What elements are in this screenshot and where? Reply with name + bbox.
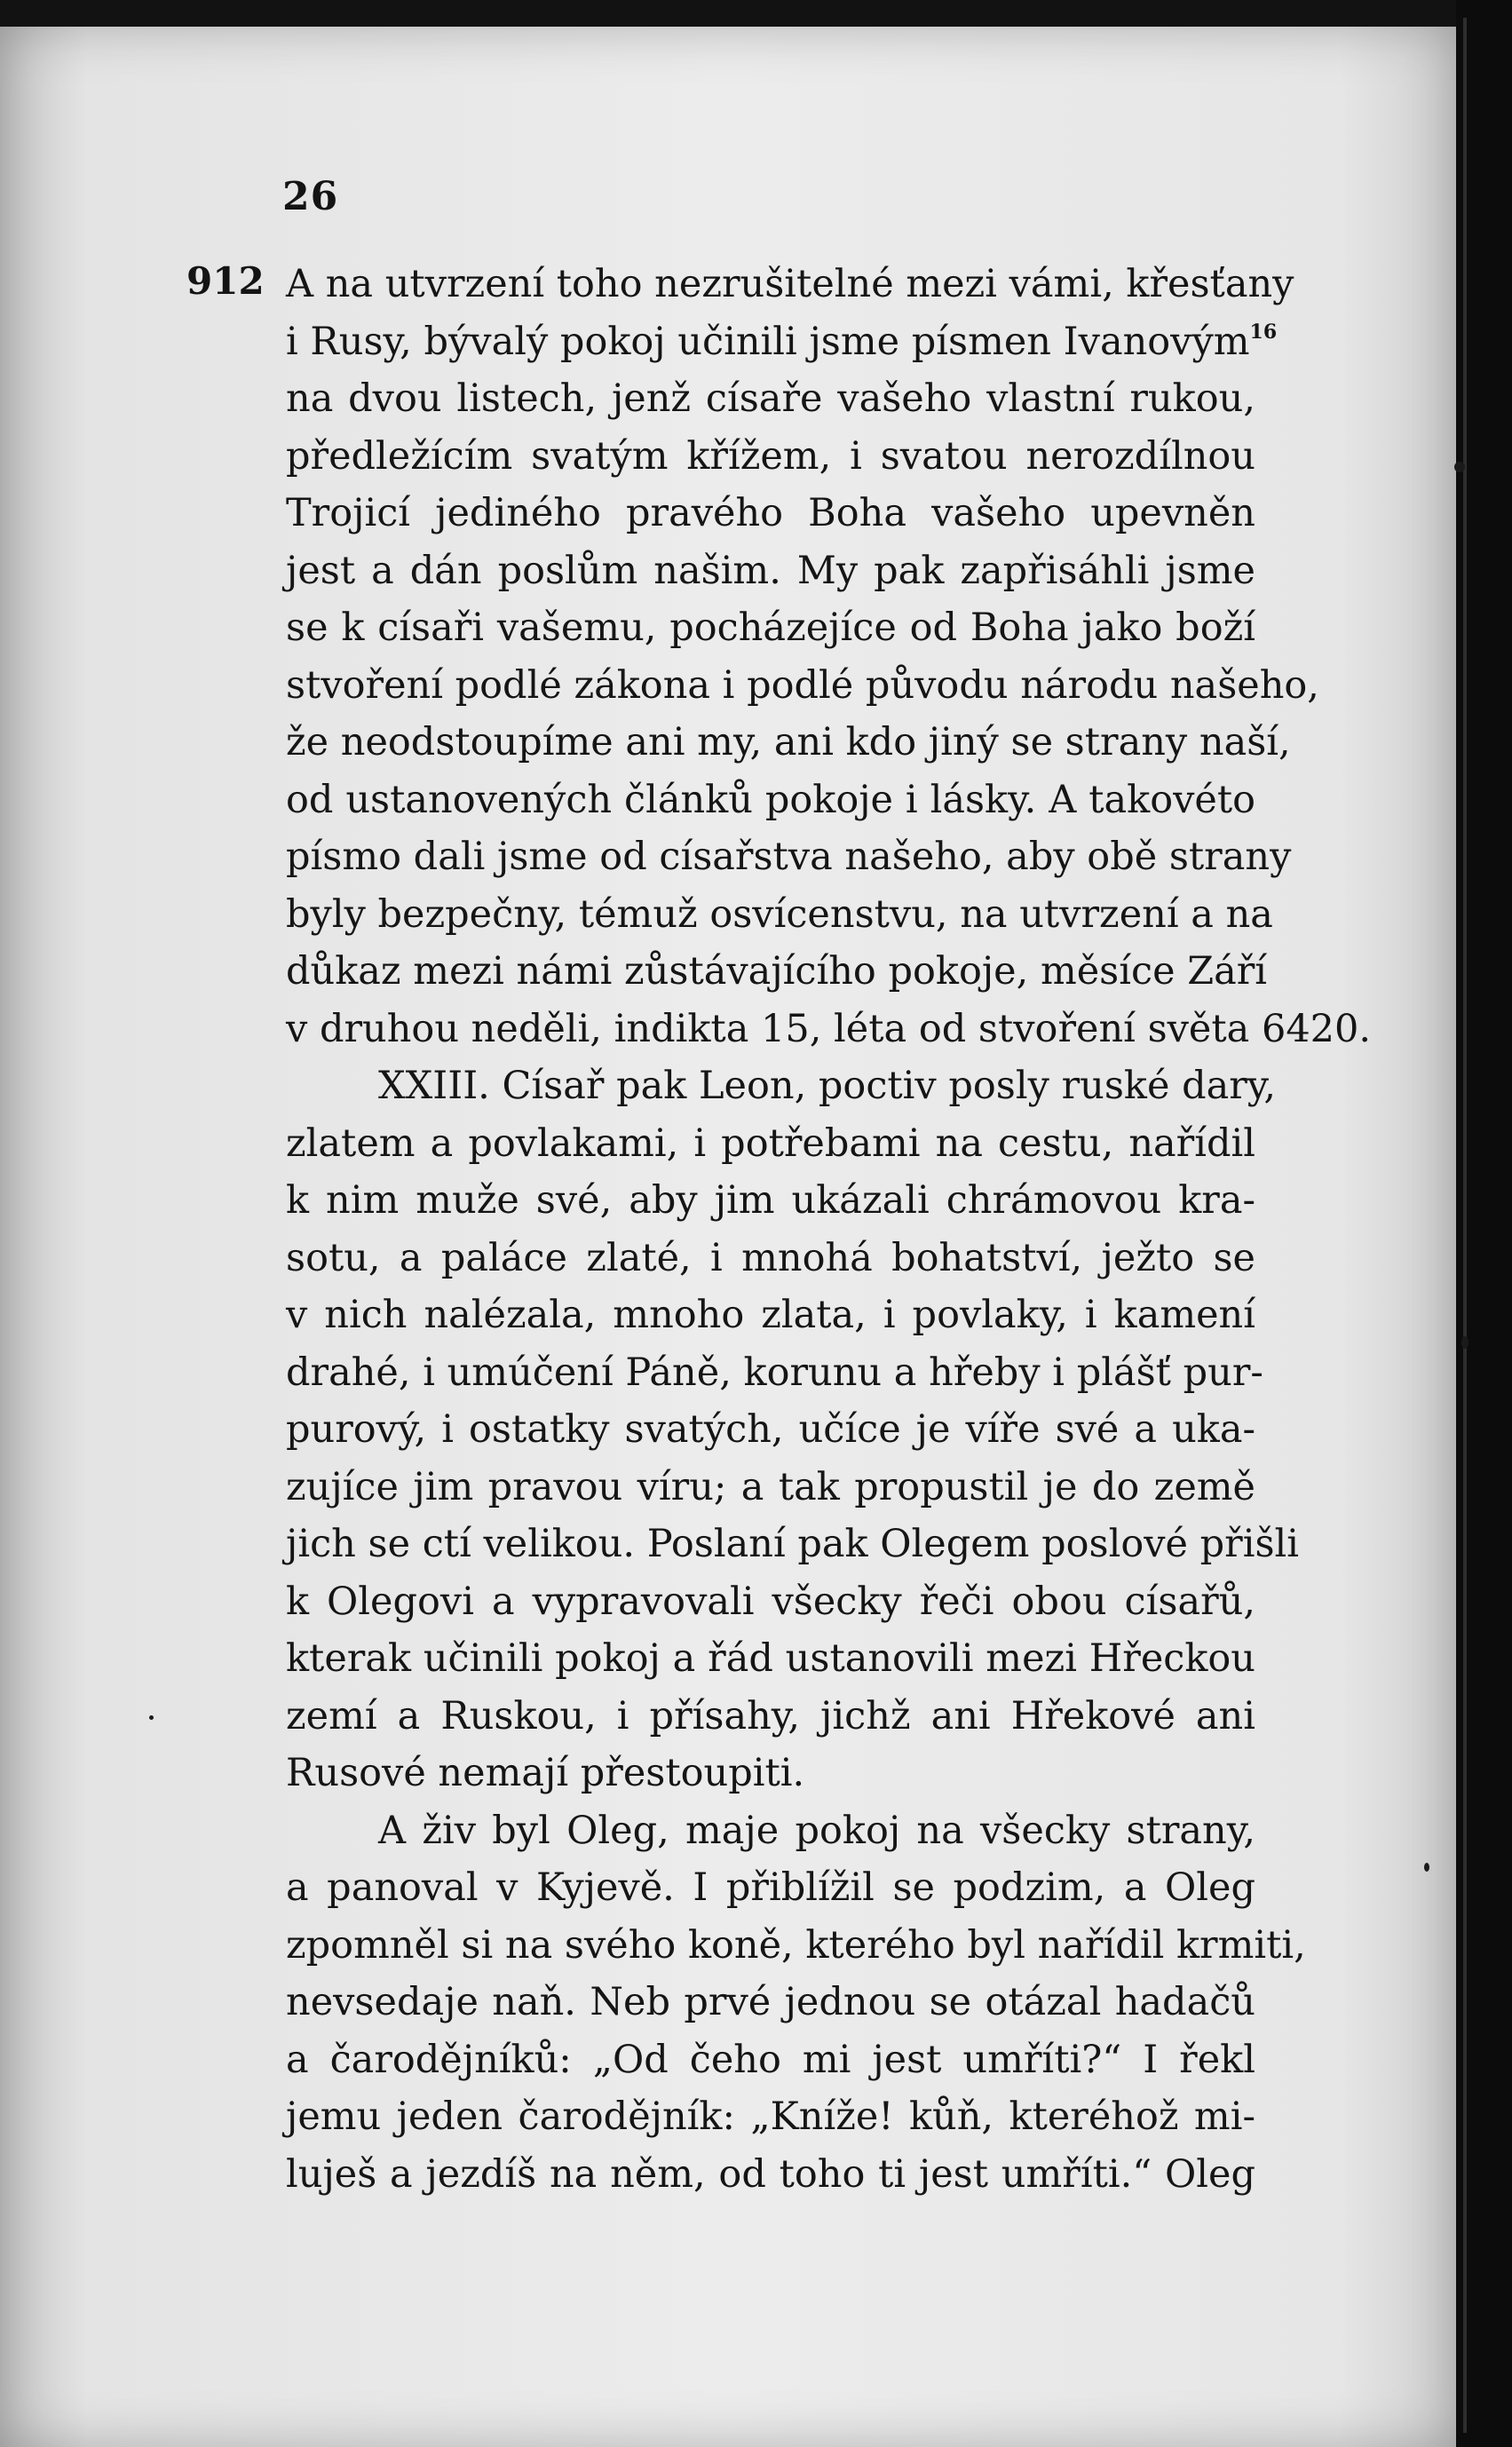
scan-speck	[149, 1715, 154, 1720]
paragraph-end-line: Rusové nemají přestoupiti.	[286, 1751, 805, 1795]
footnote-reference: 16	[1249, 320, 1278, 344]
text-line: A na utvrzení toho nezrušitelné mezi vámi, křesťany	[286, 262, 1294, 306]
text-line: zujíce jim pravou víru; a tak propustil je do země	[286, 1464, 1255, 1509]
text-line: zlatem a povlakami, i potřebami na cestu, nařídil	[286, 1121, 1255, 1166]
text-line: písmo dali jsme od císařstva našeho, aby obě strany	[286, 835, 1292, 879]
text-line: byly bezpečny, témuž osvícenstvu, na utvrzení a na	[286, 891, 1273, 937]
text-line: drahé, i umúčení Páně, korunu a hřeby i plášť pur-	[286, 1350, 1263, 1395]
text-line: předležícím svatým křížem, i svatou nerozdílnou	[286, 433, 1255, 479]
page-number: 26	[282, 174, 339, 219]
text-line: jest a dán poslům našim. My pak zapřisáhli jsme	[286, 548, 1255, 593]
text-line: jemu jeden čarodějník: „Kníže! kůň, kteréhož mi-	[286, 2095, 1255, 2139]
text-line: v druhou neděli, indikta 15, léta od stvoření světa 6420.	[286, 1006, 1372, 1051]
text-line: zpomněl si na svého koně, kterého byl nařídil krmiti,	[286, 1922, 1306, 1968]
text-line: a čarodějníků: „Od čeho mi jest umříti?“ I řekl	[286, 2037, 1255, 2082]
text-line: od ustanovených článků pokoje i lásky. A takovéto	[286, 777, 1255, 822]
text-line: zemí a Ruskou, i přísahy, jichž ani Hřekové ani	[286, 1693, 1255, 1738]
text-line: sotu, a paláce zlaté, i mnohá bohatství, ježto se	[286, 1235, 1255, 1280]
scan-speck	[1424, 1863, 1429, 1872]
page-edge-rule	[1463, 18, 1467, 2433]
text-line: že neodstoupíme ani my, ani kdo jiný se strany naší,	[286, 720, 1291, 764]
text-line: stvoření podlé zákona i podlé původu národu našeho,	[286, 662, 1319, 708]
text-line: k Olegovi a vypravovali všecky řeči obou císařů,	[286, 1579, 1255, 1624]
chapter-line: XXIII. Císař pak Leon, poctiv posly ruské dary,	[378, 1064, 1277, 1108]
paragraph-start-line: A živ byl Oleg, maje pokoj na všecky strany,	[378, 1808, 1255, 1853]
text-line: luješ a jezdíš na něm, od toho ti jest umříti.“ Oleg	[286, 2151, 1255, 2197]
text-line: kterak učinili pokoj a řád ustanovili mezi Hřeckou	[286, 1636, 1255, 1681]
text-line: na dvou listech, jenž císaře vašeho vlastní rukou,	[286, 376, 1255, 421]
text-line: nevsedaje naň. Neb prvé jednou se otázal hadačů	[286, 1980, 1255, 2024]
scan-speck	[1454, 462, 1465, 472]
year-marker: 912	[186, 259, 265, 303]
text-line: důkaz mezi námi zůstávajícího pokoje, měsíce Září	[286, 949, 1268, 994]
text-line: Trojicí jediného pravého Boha vašeho upevněn	[286, 491, 1255, 535]
text-line: v nich nalézala, mnoho zlata, i povlaky, i kamení	[286, 1293, 1255, 1337]
body-text	[286, 256, 1372, 2203]
text-line: se k císaři vašemu, pocházejíce od Boha jako boží	[286, 606, 1255, 650]
text-line: jich se ctí velikou. Poslaní pak Olegem poslové přišli	[286, 1522, 1300, 1566]
scan-speck	[1461, 1336, 1468, 1349]
text-line: purový, i ostatky svatých, učíce je víře své a uka-	[286, 1407, 1255, 1452]
text-line: i Rusy, bývalý pokoj učinili jsme písmen Ivanovým$^{16}$	[286, 319, 1278, 364]
text-line: k nim muže své, aby jim ukázali chrámovou kra-	[286, 1178, 1255, 1223]
text-line: a panoval v Kyjevě. I přiblížil se podzim, a Oleg	[286, 1865, 1255, 1910]
